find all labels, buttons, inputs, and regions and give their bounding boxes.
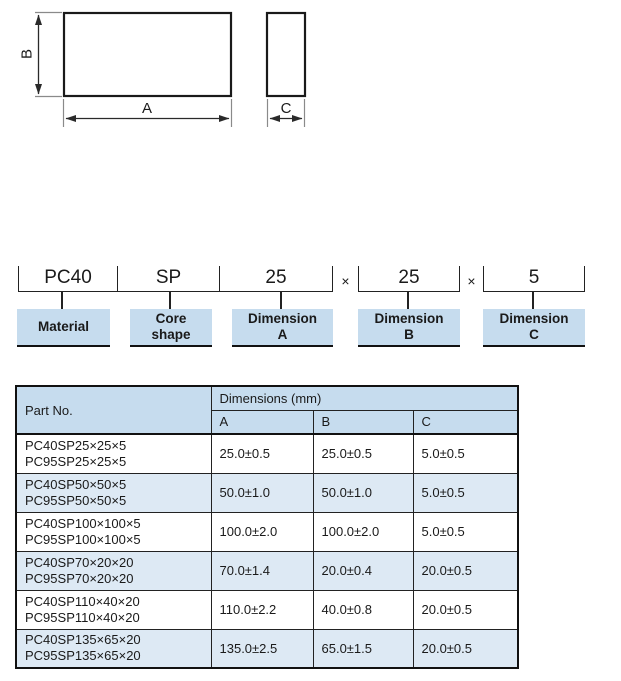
part-no-cell — [16, 473, 211, 512]
dim-a-cell: 70.0±1.4 — [211, 551, 313, 590]
pn-segment-core-shape: SP — [118, 266, 220, 292]
part-no-cell — [16, 512, 211, 551]
dim-c-cell: 20.0±0.5 — [413, 590, 518, 629]
part-no-cell — [16, 551, 211, 590]
dim-c-cell: 5.0±0.5 — [413, 473, 518, 512]
pn-label-dimension-b: Dimension B — [358, 309, 460, 347]
dim-c-cell: 20.0±0.5 — [413, 629, 518, 668]
dim-b-cell: 100.0±2.0 — [313, 512, 413, 551]
dimensions-table — [15, 385, 519, 669]
part-no-line: PC95SP50×50×5 — [25, 492, 127, 508]
pn-label-core-shape: Core shape — [130, 309, 212, 347]
part-no-line: PC95SP110×40×20 — [25, 609, 140, 625]
part-no-line: PC95SP135×65×20 — [25, 648, 141, 664]
core-dimension-drawing — [0, 0, 340, 135]
table-row — [16, 590, 518, 629]
part-no-line: PC40SP70×20×20 — [25, 554, 134, 570]
pn-segment-dimension-b: 25 — [358, 266, 460, 292]
connector-line — [61, 291, 63, 309]
pn-label-dimension-c: Dimension C — [483, 309, 585, 347]
dim-c-cell: 5.0±0.5 — [413, 512, 518, 551]
pn-segment-material: PC40 — [18, 266, 118, 292]
part-no-line: PC40SP110×40×20 — [25, 593, 140, 609]
part-no-cell — [16, 629, 211, 668]
part-no-line: PC40SP135×65×20 — [25, 632, 141, 648]
dimension-c-label: C — [280, 100, 292, 117]
pn-segment-dimension-a: 25 — [220, 266, 333, 292]
dimension-a-label: A — [141, 100, 153, 117]
core-side-view — [267, 13, 305, 96]
connector-line — [169, 291, 171, 309]
pn-label-dimension-a: Dimension A — [232, 309, 333, 347]
part-no-line: PC95SP25×25×5 — [25, 453, 127, 469]
dimension-c-arrow — [270, 100, 302, 119]
dim-c-cell: 5.0±0.5 — [413, 434, 518, 473]
column-header-c: C — [413, 410, 518, 434]
dim-a-cell: 110.0±2.2 — [211, 590, 313, 629]
part-no-line: PC40SP100×100×5 — [25, 515, 141, 531]
table-row — [16, 629, 518, 668]
part-no-cell — [16, 434, 211, 473]
pn-segment-dimension-c: 5 — [483, 266, 585, 292]
dim-a-cell: 25.0±0.5 — [211, 434, 313, 473]
multiply-sign: × — [467, 273, 476, 289]
dim-b-cell: 50.0±1.0 — [313, 473, 413, 512]
dim-c-cell: 20.0±0.5 — [413, 551, 518, 590]
core-front-view — [64, 13, 231, 96]
table-row — [16, 434, 518, 473]
table-row — [16, 551, 518, 590]
table-row — [16, 473, 518, 512]
column-header-a: A — [211, 410, 313, 434]
connector-line — [280, 291, 282, 309]
dim-a-cell: 50.0±1.0 — [211, 473, 313, 512]
part-no-cell — [16, 590, 211, 629]
pn-label-material: Material — [17, 309, 110, 347]
dim-a-cell: 100.0±2.0 — [211, 512, 313, 551]
part-no-header: Part No. — [16, 386, 211, 434]
connector-line — [407, 291, 409, 309]
dimension-a-arrow — [66, 100, 229, 119]
dimensions-group-header: Dimensions (mm) — [211, 386, 518, 410]
table-row — [16, 512, 518, 551]
dimension-b-arrow — [18, 15, 38, 94]
column-header-b: B — [313, 410, 413, 434]
part-no-line: PC95SP70×20×20 — [25, 570, 134, 586]
part-no-line: PC95SP100×100×5 — [25, 531, 141, 547]
connector-line — [532, 291, 534, 309]
multiply-sign: × — [341, 273, 350, 289]
part-no-line: PC40SP25×25×5 — [25, 437, 127, 453]
dim-b-cell: 25.0±0.5 — [313, 434, 413, 473]
dimension-b-label: B — [18, 48, 36, 60]
dim-b-cell: 65.0±1.5 — [313, 629, 413, 668]
dim-b-cell: 20.0±0.4 — [313, 551, 413, 590]
dim-b-cell: 40.0±0.8 — [313, 590, 413, 629]
part-no-line: PC40SP50×50×5 — [25, 476, 127, 492]
dim-a-cell: 135.0±2.5 — [211, 629, 313, 668]
